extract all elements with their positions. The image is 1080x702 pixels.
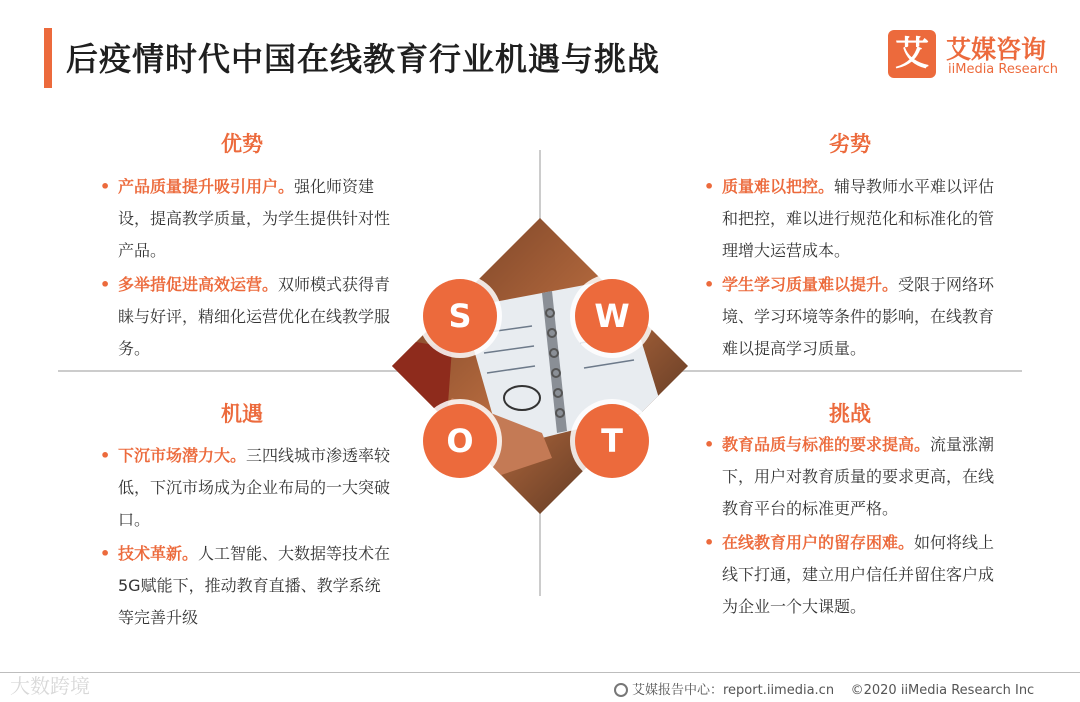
logo-en-text: iiMedia Research — [948, 62, 1059, 77]
threats-list — [700, 429, 996, 625]
opportunities-heading: 机遇 — [221, 402, 263, 426]
logo-mark: 艾 — [888, 30, 936, 78]
weaknesses-list — [700, 171, 996, 367]
divider-top — [539, 150, 541, 226]
divider-right — [662, 370, 1022, 372]
list-item: • 质量难以把控。辅导教师水平难以评估和把控，难以进行规范化和标准化的管理增大运营成本。 — [704, 177, 995, 260]
list-item: • 产品质量提升吸引用户。强化师资建设，提高教学质量，为学生提供针对性产品。 — [100, 177, 391, 260]
swot-circle-o: O — [423, 404, 497, 478]
threats-heading: 挑战 — [829, 402, 871, 426]
list-item: • 在线教育用户的留存困难。如何将线上线下打通，建立用户信任并留住客户成为企业一个大课题。 — [704, 533, 995, 616]
swot-circle-w: W — [575, 279, 649, 353]
logo-cn-text: 艾媒咨询 — [946, 35, 1047, 64]
swot-circle-s: S — [423, 279, 497, 353]
page-title: 后疫情时代中国在线教育行业机遇与挑战 — [66, 40, 661, 78]
list-item: • 多举措促进高效运营。双师模式获得青睐与好评，精细化运营优化在线教学服务。 — [100, 275, 391, 358]
footer-divider — [0, 672, 1080, 673]
strengths-list — [96, 171, 392, 367]
opportunities-list — [96, 440, 392, 636]
list-item: • 下沉市场潜力大。三四线城市渗透率较低，下沉市场成为企业布局的一大突破口。 — [100, 446, 391, 529]
strengths-heading: 优势 — [221, 132, 263, 156]
swot-circle-t: T — [575, 404, 649, 478]
weaknesses-heading: 劣势 — [829, 132, 871, 156]
footer-source: 艾媒报告中心：report.iimedia.cn — [632, 683, 835, 698]
globe-icon — [614, 683, 628, 697]
list-item: • 学生学习质量难以提升。受限于网络环境、学习环境等条件的影响，在线教育难以提高学习质量。 — [704, 275, 995, 358]
divider-left — [58, 370, 418, 372]
title-accent-bar — [44, 28, 52, 88]
watermark: 大数跨境 — [10, 674, 90, 698]
divider-bottom — [539, 510, 541, 596]
list-item: • 技术革新。人工智能、大数据等技术在5G赋能下，推动教育直播、教学系统等完善升级 — [100, 544, 391, 627]
footer-copyright: ©2020 iiMedia Research Inc — [850, 683, 1035, 698]
footer — [614, 679, 1034, 698]
iimedia-logo — [888, 30, 1068, 82]
list-item: • 教育品质与标准的要求提高。流量涨潮下，用户对教育质量的要求更高，在线教育平台的标准更严格。 — [704, 435, 995, 518]
